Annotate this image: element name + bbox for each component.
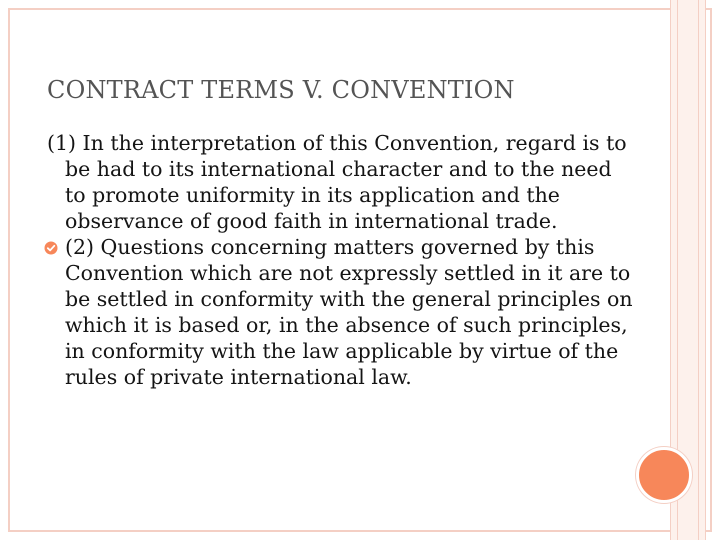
decorative-circle (636, 447, 692, 503)
bullet-paragraph-2 (47, 234, 637, 390)
slide-title: CONTRACT TERMS V. CONVENTION (47, 76, 515, 104)
paragraph-1: (1) In the interpretation of this Convention, regard is to be had to its international character and to the need to promote uniformity in its application and the observance of good faith in international trade. (47, 131, 627, 233)
paragraph-2: (2) Questions concerning matters governed by this Convention which are not expressly settled in it are to be settled in conformity with the general principles on which it is based or, in the absence of such principles, in conformity with the law applicable by virtue of the rules of private international law. (65, 235, 633, 389)
circle-check-icon (44, 241, 58, 255)
slide-body (47, 130, 637, 390)
